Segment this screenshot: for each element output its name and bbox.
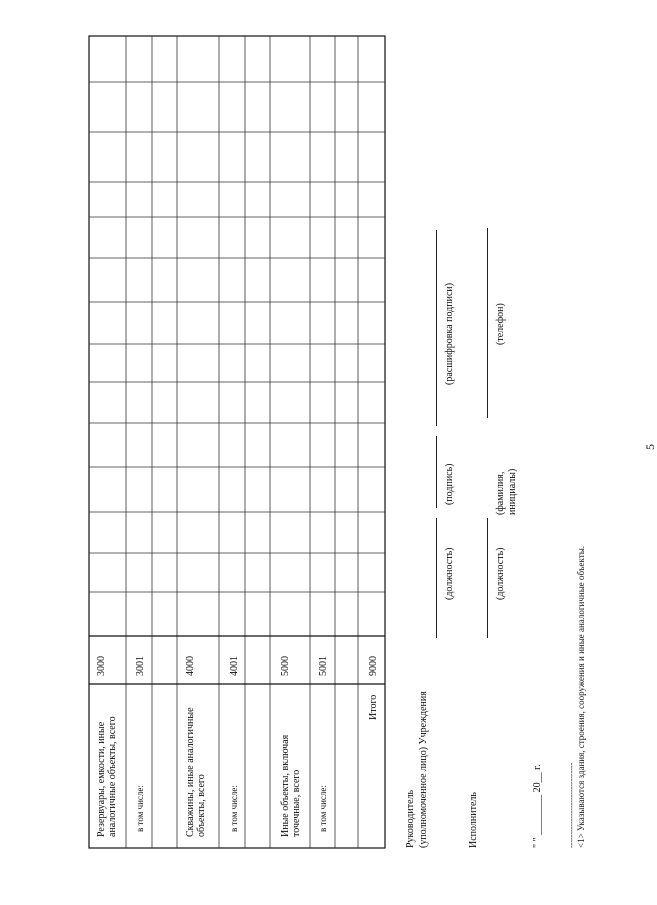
page-number: 5 xyxy=(643,444,657,450)
row-code-5000: 5000 xyxy=(280,656,291,676)
footnote-separator: -------------------------------- xyxy=(567,762,576,848)
head-position-caption: (должность) xyxy=(444,547,455,600)
executor-phone-line xyxy=(487,228,488,418)
executor-phone-caption: (телефон) xyxy=(495,303,506,345)
row-code-total: 9000 xyxy=(368,656,379,676)
row-code-4001: 4001 xyxy=(229,656,240,676)
head-signature-line xyxy=(436,436,437,508)
row-code-3000: 3000 xyxy=(96,656,107,676)
executor-name-caption-1: (фамилия, xyxy=(495,471,506,515)
footnote-text: <1> Указываются здания, строения, сооружения и иные аналогичные объекты. xyxy=(576,546,586,848)
head-title-line2: (уполномоченное лицо) Учреждения xyxy=(418,691,429,848)
date-line: " " ________ 20__ г. xyxy=(532,764,543,848)
head-decoding-caption: (расшифровка подписи) xyxy=(444,282,455,385)
executor-position-line xyxy=(487,518,488,638)
head-title-line1: Руководитель xyxy=(405,789,416,848)
head-signature-caption: (подпись) xyxy=(444,463,455,505)
head-decoding-line xyxy=(436,230,437,426)
head-position-line xyxy=(436,518,437,638)
executor-position-caption: (должность) xyxy=(495,547,506,600)
row-label-3000: Резервуары, емкости, иные аналогичные объекты, всего xyxy=(96,716,118,837)
executor-name-caption-2: инициалы) xyxy=(507,468,518,515)
row-label-4000: Скважины, иные аналогичные объекты, всего xyxy=(185,707,207,837)
row-code-4000: 4000 xyxy=(185,656,196,676)
row-code-5001: 5001 xyxy=(318,656,329,676)
executor-title: Исполнитель xyxy=(468,792,479,848)
row-label-total: Итого xyxy=(368,694,379,720)
row-label-5000: Иные объекты, включая точечные, всего xyxy=(280,734,302,837)
row-label-4001: в том числе: xyxy=(229,785,239,832)
row-label-5001: в том числе: xyxy=(318,785,328,832)
row-label-3001: в том числе: xyxy=(135,785,145,832)
row-code-3001: 3001 xyxy=(135,656,146,676)
